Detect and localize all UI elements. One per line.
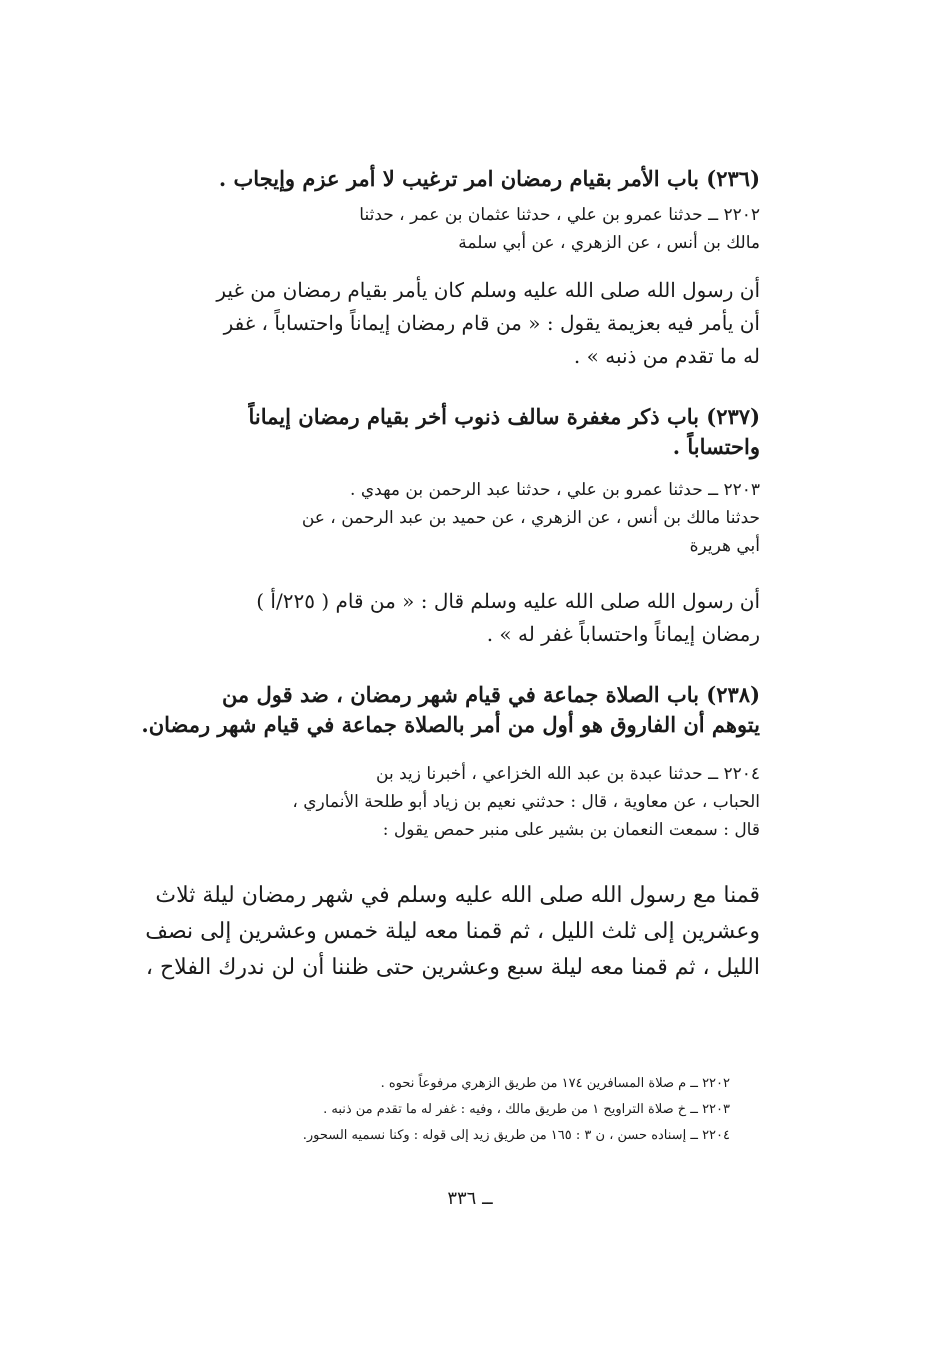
footnotes [120,1071,730,1149]
matn-line: أن يأمر فيه بعزيمة يقول : « من قام رمضان إيماناً واحتساباً ، غفر [223,311,760,335]
matn-line: له ما تقدم من ذنبه » . [573,344,760,368]
matn-line: رمضان إيماناً واحتساباً غفر له » . [486,622,760,646]
isnad-line: أبي هريرة [689,536,760,556]
hadith-text [108,274,760,373]
heading-line: (٢٣٨) باب الصلاة جماعة في قيام شهر رمضان ، ضد قول من [221,682,760,707]
page-number: ــ ٣٣٦ [447,1188,493,1209]
heading-line: (٢٣٦) باب الأمر بقيام رمضان امر ترغيب لا أمر عزم وإيجاب . [218,166,760,191]
isnad-line: حدثنا مالك بن أنس ، عن الزهري ، عن حميد بن عبد الرحمن ، عن [301,508,760,528]
footnote: ٢٢٠٢ ــ م صلاة المسافرين ١٧٤ من طريق الزهري مرفوعاً نحوه . [380,1076,730,1091]
hadith-isnad [108,760,760,844]
hadith-text [108,585,760,651]
matn-line: أن رسول الله صلى الله عليه وسلم كان يأمر بقيام رمضان من غير [216,278,760,302]
isnad-line: ٢٢٠٢ ــ حدثنا عمرو بن علي ، حدثنا عثمان بن عمر ، حدثنا [359,205,760,225]
heading-line: (٢٣٧) باب ذكر مغفرة سالف ذنوب أخر بقيام رمضان إيماناً [248,404,760,429]
isnad-line: الحباب ، عن معاوية ، قال : حدثني نعيم بن زياد أبو طلحة الأنماري ، [292,792,760,812]
isnad-line: ٢٢٠٤ ــ حدثنا عبدة بن عبد الله الخزاعي ، أخبرنا زيد بن [376,764,760,784]
isnad-line: مالك بن أنس ، عن الزهري ، عن أبي سلمة [458,233,760,253]
heading-line: يتوهم أن الفاروق هو أول من أمر بالصلاة جماعة في قيام شهر رمضان. [141,712,760,737]
hadith-text [108,878,760,986]
hadith-isnad [108,476,760,560]
chapter-heading [108,164,760,194]
matn-line: وعشرين إلى ثلث الليل ، ثم قمنا معه ليلة خمس وعشرين إلى نصف [145,919,760,944]
hadith-isnad [108,201,760,257]
chapter-heading [108,402,760,462]
isnad-line: قال : سمعت النعمان بن بشير على منبر حمص يقول : [382,820,760,840]
heading-line: واحتساباً . [672,434,760,459]
matn-line: أن رسول الله صلى الله عليه وسلم قال : « من قام ( ٢٢٥/أ ) [256,589,760,613]
footnote: ٢٢٠٤ ــ إسناده حسن ، ن ٣ : ١٦٥ من طريق زيد إلى قوله : وكنا نسميه السحور. [302,1128,730,1143]
chapter-heading [108,680,760,740]
matn-line: الليل ، ثم قمنا معه ليلة سبع وعشرين حتى ظننا أن لن ندرك الفلاح ، [145,955,760,980]
isnad-line: ٢٢٠٣ ــ حدثنا عمرو بن علي ، حدثنا عبد الرحمن بن مهدي . [350,480,760,500]
footnote: ٢٢٠٣ ــ خ صلاة التراويح ١ من طريق مالك ، وفيه : غفر له ما تقدم من ذنبه . [323,1102,730,1117]
matn-line: قمنا مع رسول الله صلى الله عليه وسلم في شهر رمضان ليلة ثلاث [155,883,760,908]
